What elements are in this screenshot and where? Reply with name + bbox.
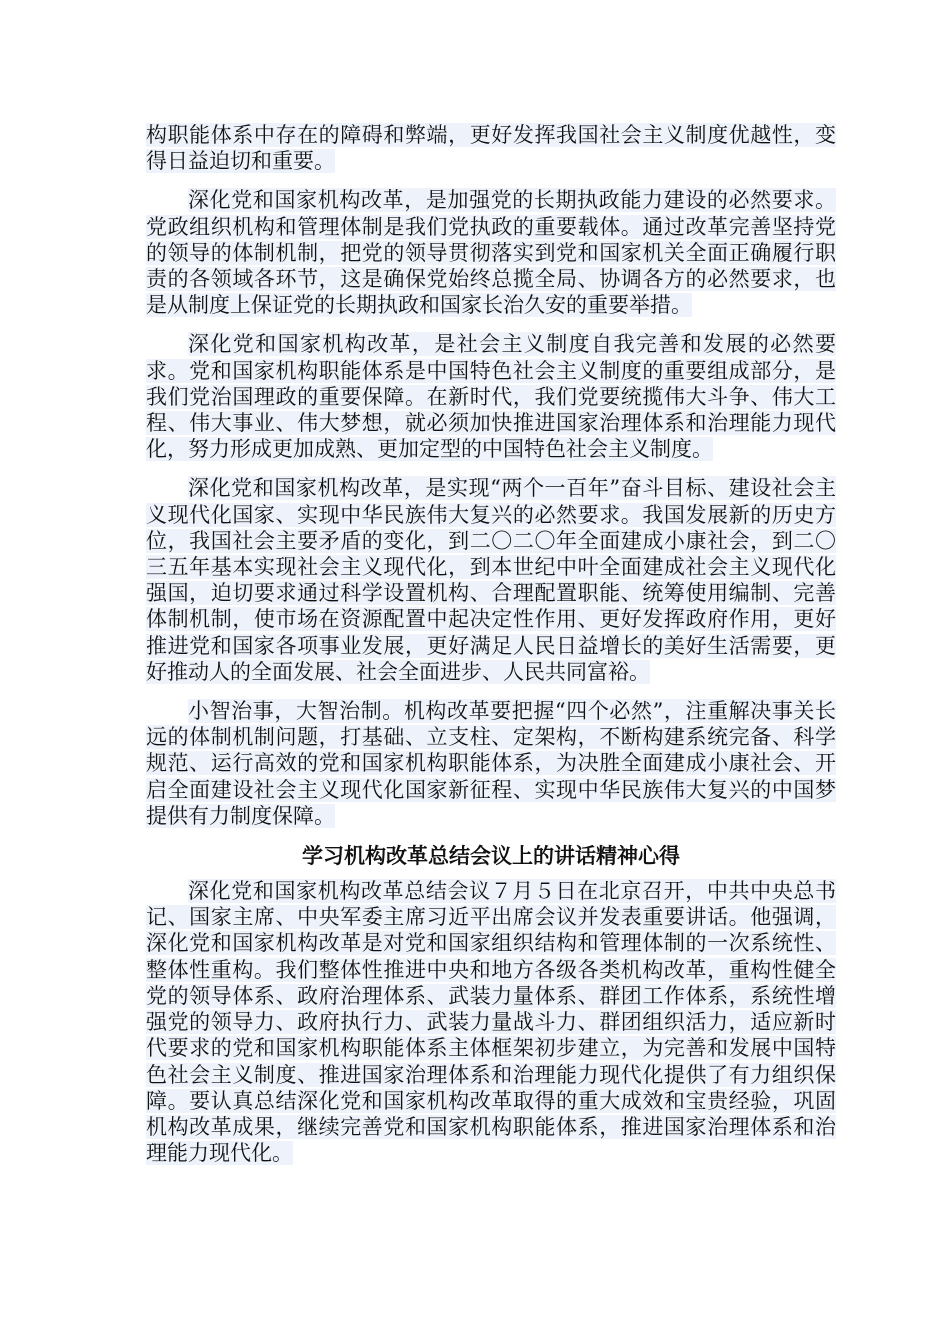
paragraph-two-centenary-goals <box>146 475 836 685</box>
paragraph-text: 深化党和国家机构改革，是加强党的长期执政能力建设的必然要求。党政组织机构和管理体制是我们党执政的重要载体。通过改革完善坚持党的领导的体制机制，把党的领导贯彻落实到党和国家机关全面正确履行职责的各领域各环节，这是确保党始终总揽全局、协调各方的必然要求，也是从制度上保证党的长期执政和国家长治久安的重要举措。 <box>146 188 836 318</box>
section-heading: 学习机构改革总结会议上的讲话精神心得 <box>302 844 680 869</box>
paragraph-text: 小智治事，大智治制。机构改革要把握“四个必然”，注重解决事关长远的体制机制问题，打基础、立支柱、定架构，不断构建系统完备、科学规范、运行高效的党和国家机构职能体系，为决胜全面建成小康社会、开启全面建设社会主义现代化国家新征程、实现中华民族伟大复兴的中国梦提供有力制度保障。 <box>146 699 836 828</box>
paragraph-text: 构职能体系中存在的障碍和弊端，更好发挥我国社会主义制度优越性，变得日益迫切和重要。 <box>146 123 836 174</box>
paragraph-text: 深化党和国家机构改革总结会议７月５日在北京召开，中共中央总书记、国家主席、中央军委主席习近平出席会议并发表重要讲话。他强调，深化党和国家机构改革是对党和国家组织结构和管理体制的一次系统性、整体性重构。我们整体性推进中央和地方各级各类机构改革，重构性健全党的领导体系、政府治理体系、武装力量体系、群团工作体系，系统性增强党的领导力、政府执行力、武装力量战斗力、群团组织活力，适应新时代要求的党和国家机构职能体系主体框架初步建立，为完善和发展中国特色社会主义制度、推进国家治理体系和治理能力现代化提供了有力组织保障。要认真总结深化党和国家机构改革取得的重大成效和宝贵经验，巩固机构改革成果，继续完善党和国家机构职能体系，推进国家治理体系和治理能力现代化。 <box>146 879 836 1166</box>
paragraph-text: 深化党和国家机构改革，是实现“两个一百年”奋斗目标、建设社会主义现代化国家、实现中华民族伟大复兴的必然要求。我国发展新的历史方位，我国社会主要矛盾的变化，到二〇二〇年全面建成小康社会，到二〇三五年基本实现社会主义现代化，到本世纪中叶全面建成社会主义现代化强国，迫切要求通过科学设置机构、合理配置职能、统筹使用编制、完善体制机制，使市场在资源配置中起决定性作用、更好发挥政府作用，更好推进党和国家各项事业发展，更好满足人民日益增长的美好生活需要，更好推动人的全面发展、社会全面进步、人民共同富裕。 <box>146 476 836 684</box>
paragraph-party-governance <box>146 187 836 318</box>
paragraph-four-necessities <box>146 698 836 829</box>
paragraph-socialist-system <box>146 331 836 462</box>
paragraph-summary-meeting <box>146 878 836 1166</box>
document-page <box>146 122 836 1179</box>
paragraph-continuation <box>146 122 836 174</box>
paragraph-text: 深化党和国家机构改革，是社会主义制度自我完善和发展的必然要求。党和国家机构职能体系是中国特色社会主义制度的重要组成部分，是我们党治国理政的重要保障。在新时代，我们党要统揽伟大斗争、伟大工程、伟大事业、伟大梦想，就必须加快推进国家治理体系和治理能力现代化，努力形成更加成熟、更加定型的中国特色社会主义制度。 <box>146 332 836 462</box>
